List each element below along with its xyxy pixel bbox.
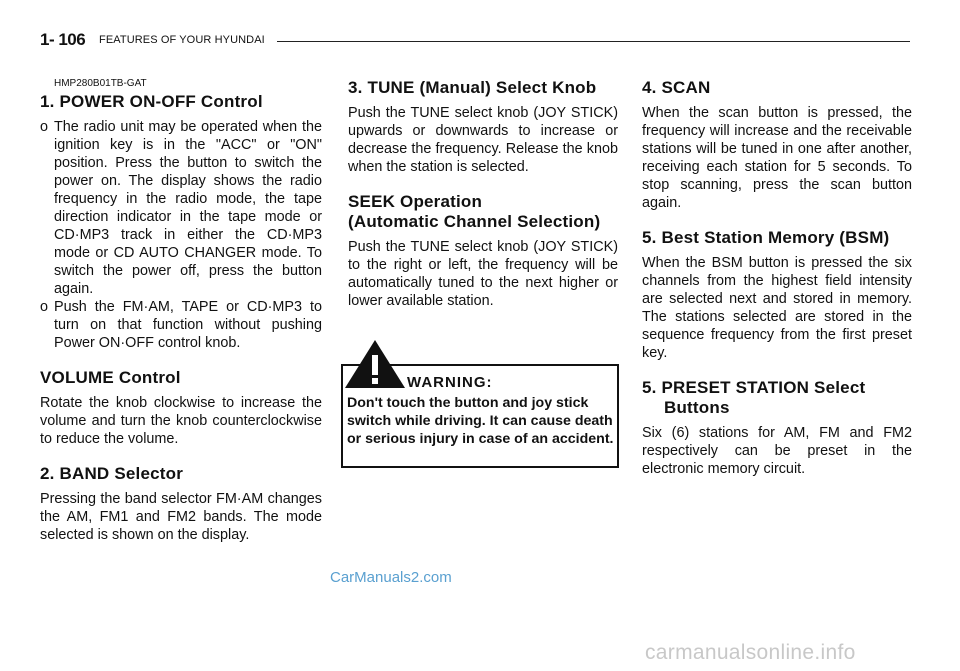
tune-heading: 3. TUNE (Manual) Select Knob [348,78,597,97]
preset-heading-line1: 5. PRESET STATION Select [642,378,866,397]
seek-heading-line1: SEEK Operation [348,192,483,211]
spacer [40,448,322,464]
bsm-heading: 5. Best Station Memory (BSM) [642,228,890,247]
spacer [642,212,912,228]
watermark-left: CarManuals2.com [330,569,452,586]
bsm-text: When the BSM button is pressed the six channels from the highest field intensity are selected next and stored in memory. The stations selected are stored in the sequence frequency from the first preset key. [642,255,912,361]
column-middle [348,78,618,310]
section-code: HMP280B01TB-GAT [54,78,147,89]
spacer [348,176,618,192]
header-rule [277,41,910,42]
bullet-text: Push the FM·AM, TAPE or CD·MP3 to turn on that function without pushing Power ON·OFF control knob. [54,299,322,351]
warning-box [341,364,619,468]
page-header [40,30,910,52]
volume-text: Rotate the knob clockwise to increase the volume and turn the knob counterclockwise to reduce the volume. [40,395,322,447]
page-number: 1- 106 [40,30,86,49]
band-text: Pressing the band selector FM·AM changes the AM, FM1 and FM2 bands. The mode selected is shown on the display. [40,491,322,543]
spacer [642,362,912,378]
warning-triangle-icon [343,338,407,390]
warning-text: Don't touch the button and joy stick switch while driving. It can cause death or serious injury in case of an accident. [347,395,614,447]
power-heading: 1. POWER ON-OFF Control [40,92,263,111]
tune-text: Push the TUNE select knob (JOY STICK) upwards or downwards to increase or decrease the frequency. Release the knob when the station is selected. [348,105,618,175]
header-title: FEATURES OF YOUR HYUNDAI [99,34,265,46]
bullet-text: The radio unit may be operated when the ignition key is in the "ACC" or "ON" position. Press the button to switch the power on. The display shows the radio frequency in the radio mode, the tape direction indicator in the tape mode or CD·MP3 track in either the CD·MP3 mode or CD AUTO CHANGER mode. To switch the power off, press the button again. [54,119,322,297]
power-bullet-2 [40,298,322,352]
bullet-marker: o [40,119,49,135]
scan-heading: 4. SCAN [642,78,711,97]
power-bullet-1 [40,118,322,298]
bullet-marker: o [40,299,49,315]
seek-heading-line2: (Automatic Channel Selection) [348,212,601,231]
band-heading: 2. BAND Selector [40,464,184,483]
volume-heading: VOLUME Control [40,368,181,387]
warning-title: WARNING: [407,374,493,391]
scan-text: When the scan button is pressed, the frequency will increase and the receivable stations will be tuned in one after another, receiving each station for 5 seconds. To stop scanning, press the scan button again. [642,105,912,211]
spacer [40,352,322,368]
column-right [642,78,912,478]
preset-text: Six (6) stations for AM, FM and FM2 respectively can be preset in the electronic memory circuit. [642,425,912,477]
column-left [40,78,322,544]
watermark-right: carmanualsonline.info [645,641,856,664]
preset-heading-line2: Buttons [664,398,730,417]
seek-text: Push the TUNE select knob (JOY STICK) to the right or left, the frequency will be automatically tuned to the next higher or lower available station. [348,239,618,309]
